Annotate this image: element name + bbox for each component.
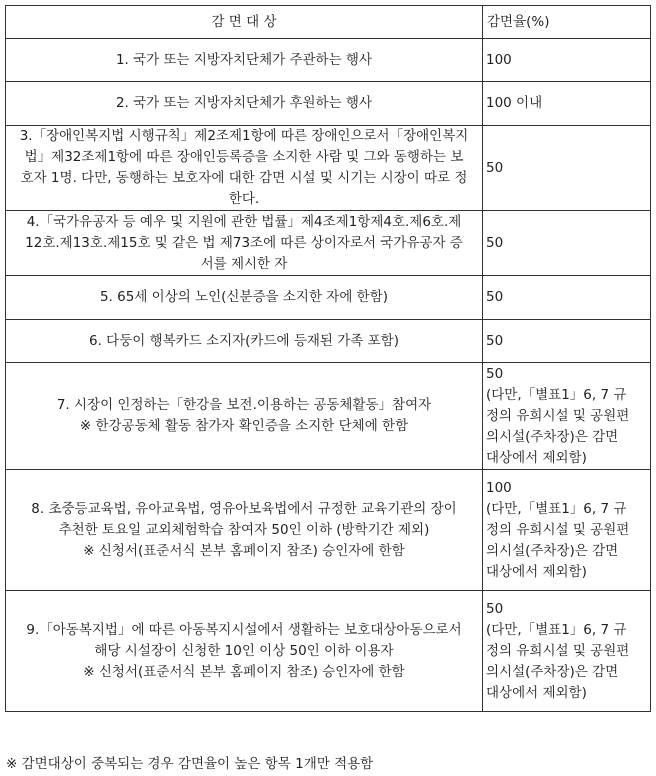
rate-line: 의시설(주차장)은 감면 — [486, 428, 619, 445]
row-subject — [6, 320, 483, 363]
table-header-row — [6, 6, 651, 39]
row-subject — [6, 82, 483, 126]
subject-line: 2. 국가 또는 지방자치단체가 후원하는 행사 — [115, 95, 373, 111]
rate-line: 50 — [486, 365, 504, 382]
subject-line: 3.「장애인복지법 시행규칙」제2조제1항에 따른 장애인으로서「장애인복지 — [19, 128, 469, 144]
rate-line: 50 — [486, 234, 504, 251]
table-body — [6, 39, 651, 712]
rate-line: (다만,「별표1」6, 7 규 — [486, 621, 627, 638]
rate-line: 50 — [486, 332, 504, 349]
subject-line: 한다. — [228, 191, 260, 207]
subject-line: 8. 초중등교육법, 유아교육법, 영유아보육법에서 규정한 교육기관의 장이 — [31, 500, 457, 517]
subject-line: 1. 국가 또는 지방자치단체가 주관하는 행사 — [115, 51, 373, 68]
row-subject — [6, 276, 483, 320]
rate-line: 정의 유희시설 및 공원편 — [486, 407, 630, 424]
rate-line: 100 — [486, 479, 512, 496]
table-row — [6, 39, 651, 82]
rate-line: 대상에서 제외함) — [486, 684, 587, 701]
subject-line: 서를 제시한 자 — [200, 255, 288, 272]
table-row — [6, 126, 651, 211]
subject-line: 해당 시설장이 신청한 10인 이상 50인 이하 이용자 — [94, 642, 394, 659]
rate-line: 50 — [486, 289, 504, 305]
rate-line: 대상에서 제외함) — [486, 449, 587, 466]
rate-line: 의시설(주차장)은 감면 — [486, 542, 619, 559]
subject-line: 추천한 토요일 교외체험학습 참여자 50인 이하 (방학기간 제외) — [58, 521, 430, 538]
row-rate — [483, 82, 651, 126]
row-rate — [483, 363, 651, 470]
rate-line: 100 이내 — [486, 95, 543, 111]
table-row — [6, 276, 651, 320]
row-subject — [6, 591, 483, 712]
header-subject: 감 면 대 상 — [6, 6, 483, 39]
rate-line: 대상에서 제외함) — [486, 563, 587, 580]
table-row — [6, 211, 651, 276]
row-subject — [6, 211, 483, 276]
subject-line: ※ 신청서(표준서식 본부 홈페이지 참조) 승인자에 한함 — [83, 542, 405, 559]
subject-line: ※ 신청서(표준서식 본부 홈페이지 참조) 승인자에 한함 — [83, 663, 405, 680]
subject-line: 7. 시장이 인정하는「한강을 보전.이용하는 공동체활동」참여자 — [56, 397, 432, 413]
rate-line: 50 — [486, 600, 504, 617]
subject-line: 4.「국가유공자 등 예우 및 지원에 관한 법률」제4조제1항제4호.제6호.제 — [26, 213, 462, 230]
row-subject — [6, 470, 483, 591]
subject-line: 5. 65세 이상의 노인(신분증을 소지한 자에 한함) — [99, 289, 389, 305]
row-subject — [6, 363, 483, 470]
footnote: ※ 감면대상이 중복되는 경우 감면율이 높은 항목 1개만 적용함 — [6, 756, 374, 772]
header-rate: 감면율(%) — [483, 6, 651, 39]
subject-line: ※ 한강공동체 활동 참가자 확인증을 소지한 단체에 한함 — [79, 418, 409, 434]
row-rate — [483, 276, 651, 320]
row-rate — [483, 211, 651, 276]
rate-line: 정의 유희시설 및 공원편 — [486, 642, 630, 659]
table-row — [6, 320, 651, 363]
table-row — [6, 82, 651, 126]
subject-line: 호자 1명. 다만, 동행하는 보호자에 대한 감면 시설 및 시기는 시장이 따로 정 — [20, 170, 468, 186]
subject-line: 법」제32조제1항에 따른 장애인등록증을 소지한 사람 및 그와 동행하는 보 — [24, 149, 464, 165]
row-rate — [483, 126, 651, 211]
rate-line: 의시설(주차장)은 감면 — [486, 663, 619, 680]
rate-line: 100 — [486, 51, 512, 68]
rate-line: 50 — [486, 159, 504, 176]
subject-line: 12호.제13호.제15호 및 같은 법 제73조에 따른 상이자로서 국가유공자 증 — [25, 234, 463, 251]
subject-line: 6. 다둥이 행복카드 소지자(카드에 등재된 가족 포함) — [89, 332, 399, 349]
subject-line: 9.「아동복지법」에 따른 아동복지시설에서 생활하는 보호대상아동으로서 — [26, 621, 462, 638]
rate-line: (다만,「별표1」6, 7 규 — [486, 386, 627, 403]
row-rate — [483, 320, 651, 363]
row-rate — [483, 470, 651, 591]
row-rate — [483, 39, 651, 82]
row-subject — [6, 39, 483, 82]
table-row — [6, 591, 651, 712]
rate-line: (다만,「별표1」6, 7 규 — [486, 500, 627, 517]
table-row — [6, 363, 651, 470]
rate-line: 정의 유희시설 및 공원편 — [486, 521, 630, 538]
row-rate — [483, 591, 651, 712]
row-subject — [6, 126, 483, 211]
discount-table — [5, 5, 651, 712]
table-row — [6, 470, 651, 591]
